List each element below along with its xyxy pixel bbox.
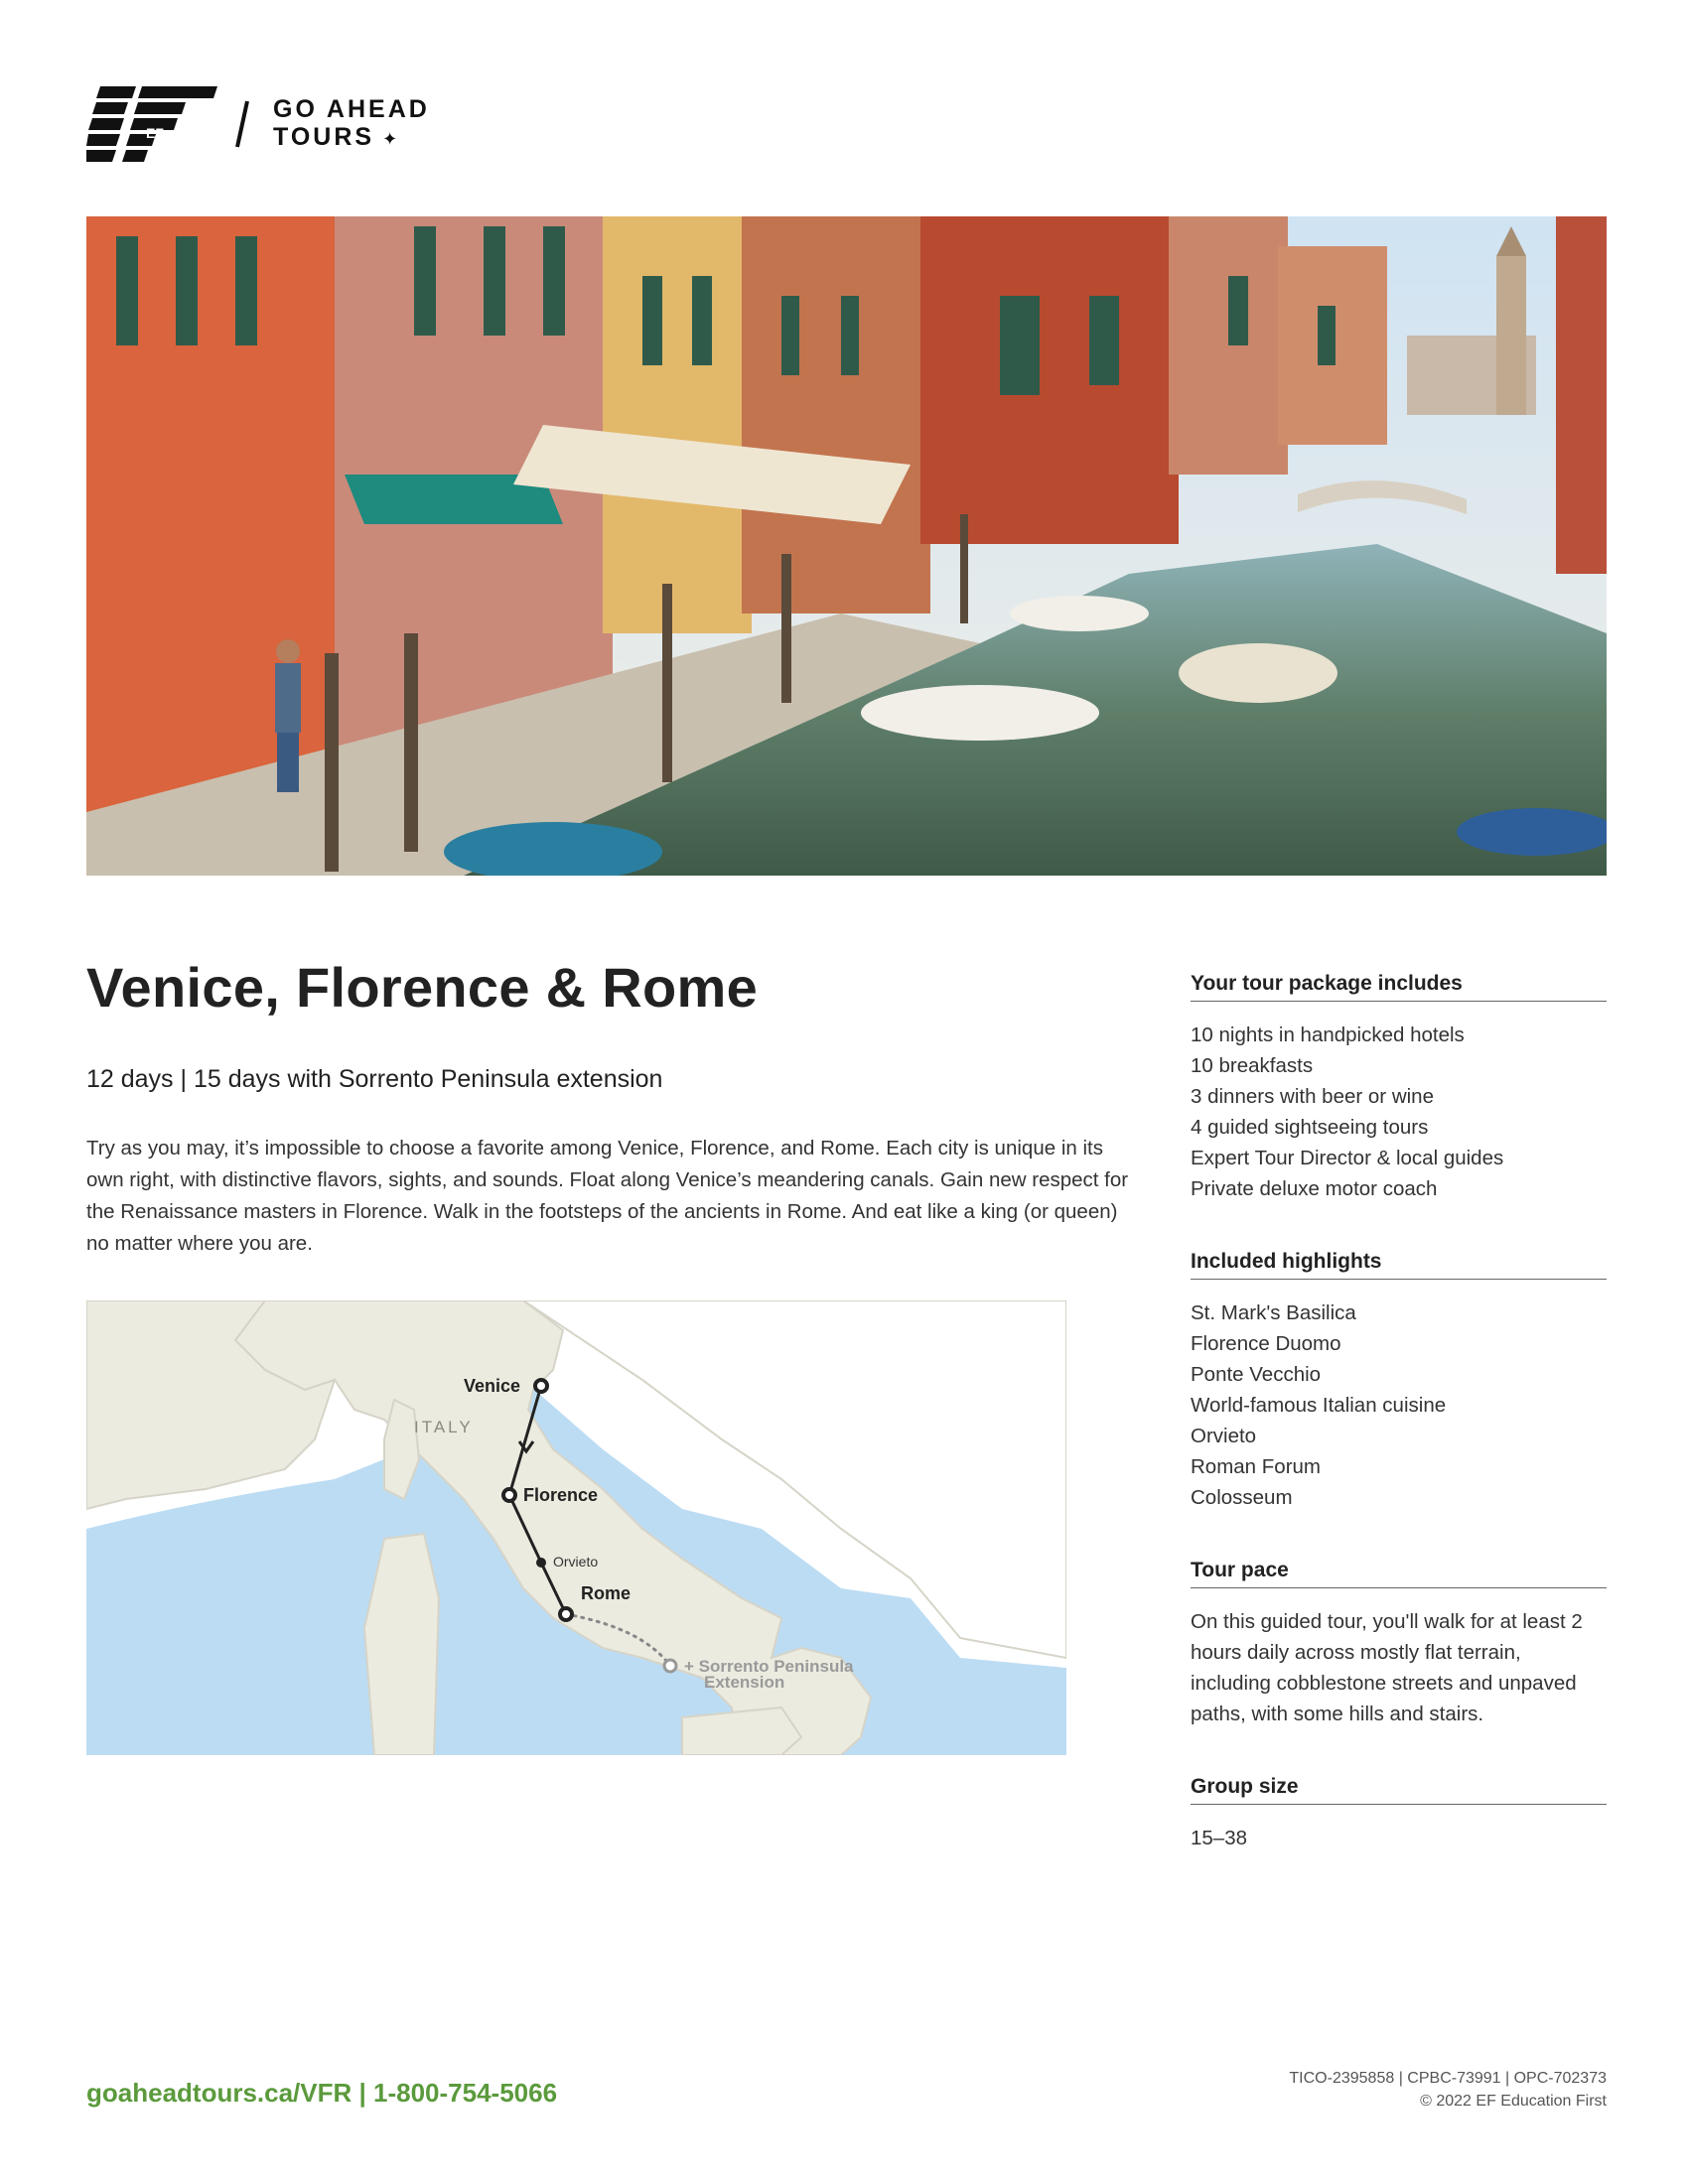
- orvieto-marker: [536, 1558, 546, 1568]
- brand-line2: TOURS: [273, 123, 375, 151]
- legal-info: [1289, 2067, 1607, 2113]
- brand-logo: [86, 86, 430, 162]
- list-item: World-famous Italian cuisine: [1191, 1394, 1447, 1417]
- list-item: 3 dinners with beer or wine: [1191, 1085, 1434, 1108]
- logo-divider: [233, 99, 251, 149]
- group-size-section: [1191, 1775, 1607, 1853]
- map-sicily: [682, 1707, 801, 1755]
- rome-marker: [560, 1608, 572, 1620]
- highlights-section: [1191, 1250, 1607, 1513]
- package-includes-heading: Your tour package includes: [1191, 972, 1607, 1002]
- group-size-value: 15–38: [1191, 1827, 1248, 1849]
- list-item: 10 nights in handpicked hotels: [1191, 1024, 1465, 1046]
- highlights-heading: Included highlights: [1191, 1250, 1607, 1280]
- hero-image-venice-canal: [86, 216, 1607, 876]
- tour-duration: 12 days | 15 days with Sorrento Peninsula extension: [86, 1065, 663, 1093]
- logo-mark-text: EF: [146, 125, 164, 141]
- tour-pace-section: [1191, 1559, 1607, 1729]
- package-includes-list: [1191, 1020, 1607, 1204]
- page-title: Venice, Florence & Rome: [86, 956, 759, 1019]
- list-item: Colosseum: [1191, 1486, 1293, 1509]
- license-numbers: TICO-2395858 | CPBC-73991 | OPC-702373: [1289, 2070, 1607, 2087]
- list-item: Ponte Vecchio: [1191, 1363, 1322, 1386]
- list-item: St. Mark's Basilica: [1191, 1301, 1356, 1324]
- map-label-extension-1: + Sorrento Peninsula: [684, 1657, 854, 1676]
- map-label-venice: Venice: [464, 1376, 521, 1396]
- map-label-orvieto: Orvieto: [553, 1554, 599, 1570]
- brand-wordmark: [273, 95, 430, 153]
- group-size-heading: Group size: [1191, 1775, 1607, 1805]
- maple-leaf-icon: ✦: [382, 129, 401, 149]
- ef-logo-mark: [86, 86, 217, 162]
- route-map-italy: [86, 1300, 1066, 1755]
- map-label-extension-2: Extension: [704, 1673, 785, 1692]
- map-label-italy: ITALY: [414, 1418, 474, 1436]
- list-item: Private deluxe motor coach: [1191, 1177, 1438, 1200]
- list-item: 10 breakfasts: [1191, 1054, 1314, 1077]
- package-includes-section: [1191, 972, 1607, 1204]
- venice-marker: [535, 1380, 547, 1392]
- sorrento-marker: [664, 1660, 676, 1672]
- list-item: Roman Forum: [1191, 1455, 1322, 1478]
- list-item: Expert Tour Director & local guides: [1191, 1147, 1504, 1169]
- florence-marker: [503, 1489, 515, 1501]
- tour-intro: Try as you may, it’s impossible to choose a favorite among Venice, Florence, and Rome. Each city is unique in its own right, with distinctive flavors, sights, and sounds. Float along Venice’s meandering canals. Gain new respect for the Renaissance masters in Florence. Walk in the footsteps of the ancients in Rome. And eat like a king (or queen) no matter where you are.: [86, 1137, 1129, 1255]
- list-item: Florence Duomo: [1191, 1332, 1341, 1355]
- tour-pace-text: On this guided tour, you'll walk for at least 2 hours daily across mostly flat terrain, including cobblestone streets and unpaved paths, with some hills and stairs.: [1191, 1610, 1583, 1725]
- copyright: © 2022 EF Education First: [1420, 2093, 1607, 2110]
- tour-pace-heading: Tour pace: [1191, 1559, 1607, 1588]
- highlights-list: [1191, 1297, 1607, 1513]
- map-label-rome: Rome: [581, 1583, 632, 1603]
- list-item: 4 guided sightseeing tours: [1191, 1116, 1429, 1139]
- brand-line1: GO AHEAD: [273, 95, 430, 123]
- map-label-florence: Florence: [523, 1485, 599, 1505]
- website-phone-link[interactable]: goaheadtours.ca/VFR | 1-800-754-5066: [86, 2078, 558, 2108]
- list-item: Orvieto: [1191, 1425, 1257, 1447]
